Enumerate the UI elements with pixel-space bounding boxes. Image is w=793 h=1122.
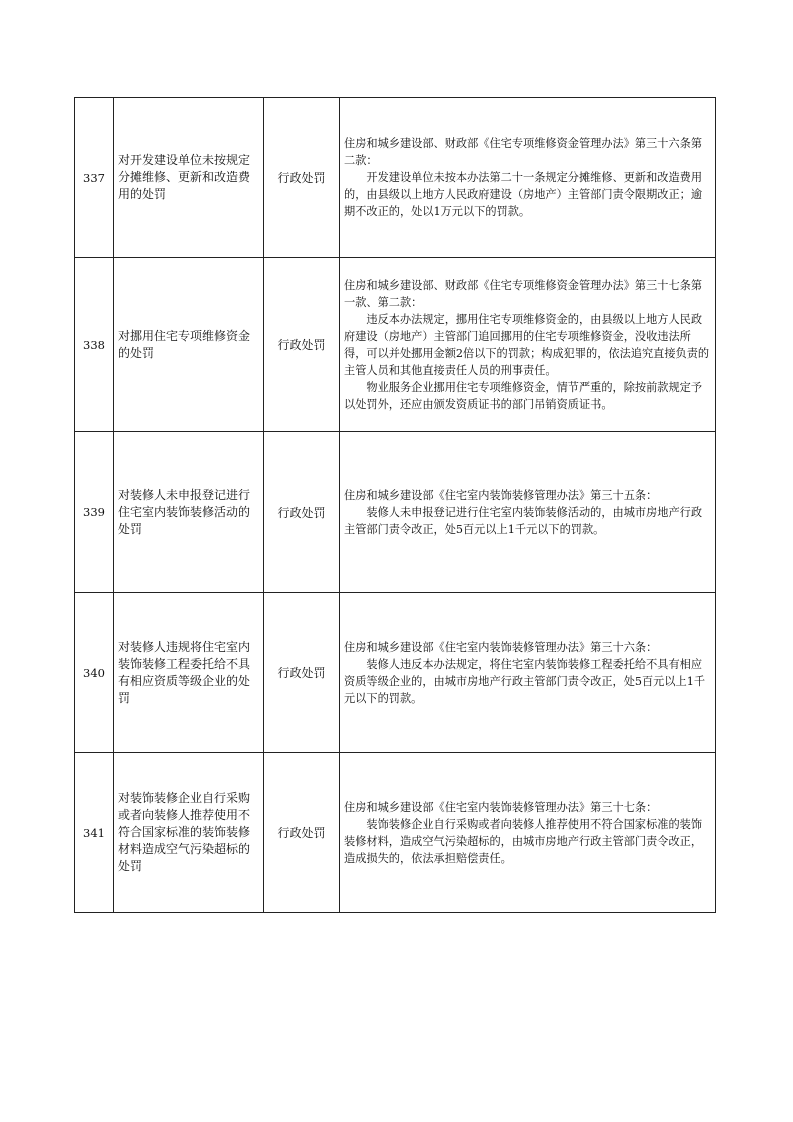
item-type: 行政处罚 bbox=[264, 258, 340, 432]
item-name: 对装修人违规将住宅室内装饰装修工程委托给不具有相应资质等级企业的处罚 bbox=[114, 593, 264, 753]
item-name: 对开发建设单位未按规定分摊维修、更新和改造费用的处罚 bbox=[114, 98, 264, 258]
basis-source: 住房和城乡建设部、财政部《住宅专项维修资金管理办法》第三十七条第一款、第二款： bbox=[344, 278, 703, 309]
item-number: 340 bbox=[75, 593, 114, 753]
item-number: 337 bbox=[75, 98, 114, 258]
table-row bbox=[75, 258, 716, 432]
basis-clause: 开发建设单位未按本办法第二十一条规定分摊维修、更新和改造费用的，由县级以上地方人民政府建设（房地产）主管部门责令限期改正；逾期不改正的，处以1万元以下的罚款。 bbox=[344, 171, 703, 218]
item-type: 行政处罚 bbox=[264, 432, 340, 593]
basis-clause: 违反本办法规定，挪用住宅专项维修资金的，由县级以上地方人民政府建设（房地产）主管部门追回挪用的住宅专项维修资金，没收违法所得，可以并处挪用金额2倍以下的罚款；构成犯罪的，依法追究直接负责的主管人员和其他直接责任人员的刑事责任。 bbox=[344, 312, 710, 377]
item-name: 对装修人未申报登记进行住宅室内装饰装修活动的处罚 bbox=[114, 432, 264, 593]
basis-clause: 装修人未申报登记进行住宅室内装饰装修活动的，由城市房地产行政主管部门责令改正，处5百元以上1千元以下的罚款。 bbox=[344, 505, 703, 536]
item-number: 339 bbox=[75, 432, 114, 593]
legal-basis bbox=[340, 98, 716, 258]
item-type: 行政处罚 bbox=[264, 98, 340, 258]
legal-basis bbox=[340, 432, 716, 593]
item-type: 行政处罚 bbox=[264, 753, 340, 913]
legal-basis bbox=[340, 753, 716, 913]
basis-source: 住房和城乡建设部、财政部《住宅专项维修资金管理办法》第三十六条第二款： bbox=[344, 137, 703, 167]
item-number: 338 bbox=[75, 258, 114, 432]
item-number: 341 bbox=[75, 753, 114, 913]
table-row bbox=[75, 432, 716, 593]
basis-source: 住房和城乡建设部《住宅室内装饰装修管理办法》第三十五条： bbox=[344, 488, 658, 502]
legal-basis bbox=[340, 593, 716, 753]
table-row bbox=[75, 753, 716, 913]
item-name: 对挪用住宅专项维修资金的处罚 bbox=[114, 258, 264, 432]
table-row bbox=[75, 593, 716, 753]
basis-source: 住房和城乡建设部《住宅室内装饰装修管理办法》第三十六条： bbox=[344, 640, 658, 654]
table-row bbox=[75, 98, 716, 258]
basis-clause: 物业服务企业挪用住宅专项维修资金，情节严重的，除按前款规定予以处罚外，还应由颁发资质证书的部门吊销资质证书。 bbox=[344, 380, 703, 411]
penalty-table bbox=[74, 97, 716, 913]
item-type: 行政处罚 bbox=[264, 593, 340, 753]
legal-basis bbox=[340, 258, 716, 432]
basis-clause: 装修人违反本办法规定，将住宅室内装饰装修工程委托给不具有相应资质等级企业的，由城市房地产行政主管部门责令改正，处5百元以上1千元以下的罚款。 bbox=[344, 657, 706, 705]
item-name: 对装饰装修企业自行采购或者向装修人推荐使用不符合国家标准的装饰装修材料造成空气污染超标的处罚 bbox=[114, 753, 264, 913]
basis-clause: 装饰装修企业自行采购或者向装修人推荐使用不符合国家标准的装饰装修材料，造成空气污染超标的，由城市房地产行政主管部门责令改正，造成损失的，依法承担赔偿责任。 bbox=[344, 817, 703, 865]
basis-source: 住房和城乡建设部《住宅室内装饰装修管理办法》第三十七条： bbox=[344, 800, 658, 814]
